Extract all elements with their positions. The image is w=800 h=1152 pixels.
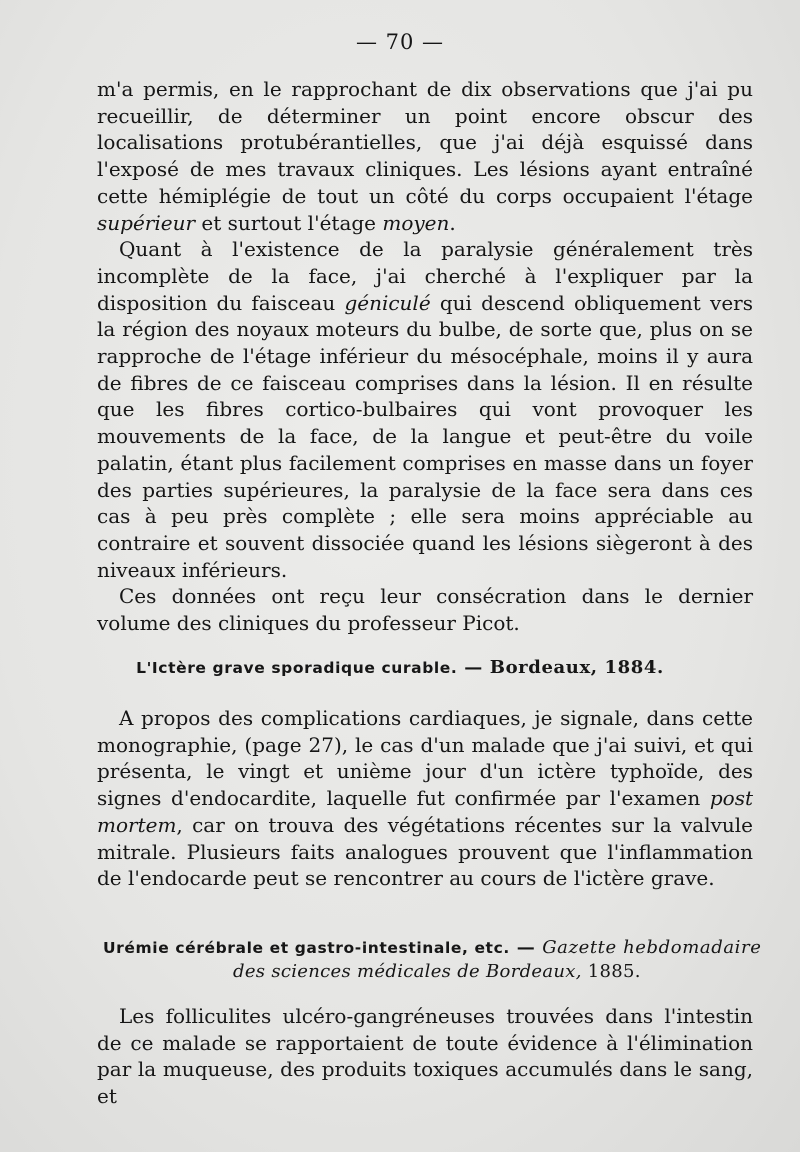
- heading-ictere-place-year: — Bordeaux, 1884.: [457, 657, 664, 678]
- journal-title-line-2: des sciences médicales de Bordeaux,: [233, 961, 582, 982]
- paragraph-complications-text-a: A propos des complications cardiaques, je signale, dans cette monographie, (page 27), le cas d'un malade que j'ai suivi, et qui présenta, le vingt et unième jour d'un ictère typhoïde, des signes d'endocardite, laquelle fut confirmée par l'examen: [97, 706, 753, 811]
- paragraph-complications-text-b: , car on trouva des végétations récentes sur la valvule mitrale. Plusieurs faits analogues prouvent que l'inflammation de l'endocarde peut se rencontrer au cours de l'ictère grave.: [97, 812, 753, 891]
- section-ictere-grave: [97, 705, 753, 892]
- paragraph-1: [97, 76, 753, 236]
- paragraph-2-text-a: Quant à l'existence de la paralysie généralement très incomplète de la face, j'ai cherché à l'expliquer par la disposition du faisceau: [97, 237, 753, 315]
- heading-ictere-grave: [0, 656, 800, 680]
- paragraph-2: [97, 236, 753, 583]
- paragraph-1-text-c: .: [449, 210, 456, 235]
- heading-uremie-year: 1885.: [581, 961, 641, 982]
- section-uremie: [97, 1003, 753, 1110]
- journal-title-line-1: Gazette hebdomadaire: [542, 937, 762, 958]
- emphasis-superieur: supérieur: [97, 210, 196, 235]
- heading-uremie-title: Urémie cérébrale et gastro-intestinale, etc.: [103, 939, 510, 957]
- page-number: — 70 —: [355, 30, 445, 54]
- heading-uremie: [103, 936, 763, 984]
- emphasis-moyen: moyen: [382, 210, 450, 235]
- paragraph-1-text-b: et surtout l'étage: [195, 210, 383, 235]
- section-localisations-protuberantielles: [97, 76, 753, 637]
- heading-ictere-title: L'Ictère grave sporadique curable.: [136, 659, 458, 677]
- paragraph-complications-cardiaques: [97, 705, 753, 892]
- paragraph-1-text-a: m'a permis, en le rapprochant de dix observations que j'ai pu recueillir, de déterminer un point encore obscur des localisations protubérantielles, que j'ai déjà esquissé dans l'exposé de mes travaux cliniques. Les lésions ayant entraîné cette hémiplégie de tout un côté du corps occupaient l'étage: [97, 77, 753, 208]
- paragraph-3: Ces données ont reçu leur consécration dans le dernier volume des cliniques du professeur Picot.: [97, 584, 753, 636]
- paragraph-2-text-b: qui descend obliquement vers la région des noyaux moteurs du bulbe, de sorte que, plus on se rapproche de l'étage inférieur du mésocéphale, moins il y aura de fibres de ce faisceau comprises dans la lésion. Il en résulte que les fibres cortico-bulbaires qui vont provoquer les mouvements de la face, de la langue et peut-être du voile palatin, étant plus facilement comprises en masse dans un foyer des parties supérieures, la paralysie de la face sera dans ces cas à peu près complète ; elle sera moins appréciable au contraire et souvent dissociée quand les lésions siègeront à des niveaux inférieurs.: [97, 290, 754, 582]
- heading-uremie-dash: —: [509, 937, 543, 958]
- emphasis-post-mortem: post mortem: [97, 786, 753, 837]
- emphasis-genicule: géniculé: [344, 290, 431, 315]
- paragraph-folliculites: Les folliculites ulcéro-gangréneuses trouvées dans l'intestin de ce malade se rapportaient de toute évidence à l'élimination par la muqueuse, des produits toxiques accumulés dans le sang, et: [97, 1004, 753, 1109]
